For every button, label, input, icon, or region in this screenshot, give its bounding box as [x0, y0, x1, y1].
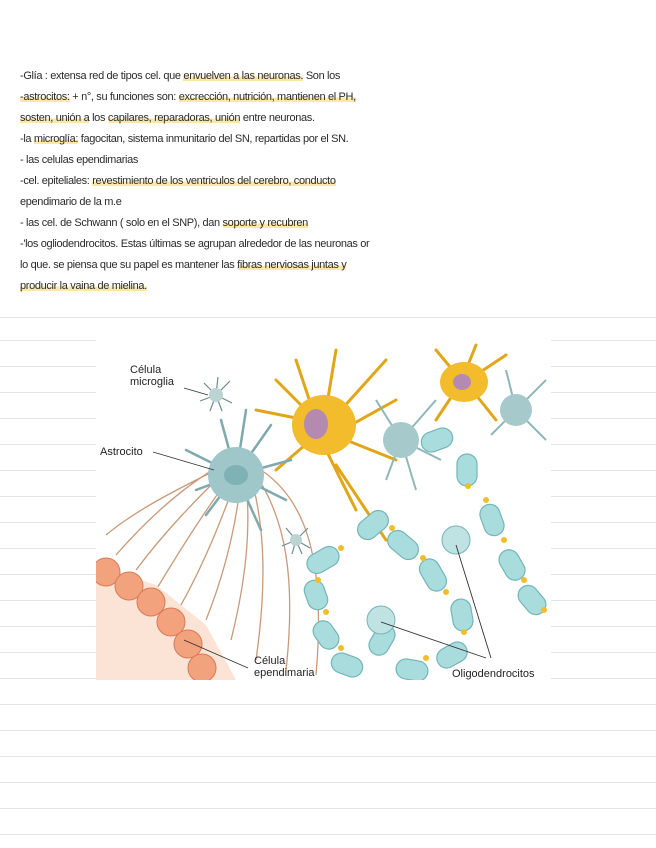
note-text: entre neuronas. — [240, 112, 315, 124]
microglia-body — [290, 534, 302, 546]
microglia-body — [209, 388, 223, 402]
note-line — [20, 234, 440, 255]
note-text: -cel. epiteliales: — [20, 175, 93, 187]
note-text: -la — [20, 133, 34, 145]
highlighted-text: fibras nerviosas juntas y — [237, 259, 347, 271]
label-astrocito: Astrocito — [100, 446, 143, 458]
ependymal-cells — [96, 558, 236, 680]
glia-illustration — [96, 340, 551, 680]
note-line — [20, 192, 440, 213]
astrocyte-nucleus — [224, 465, 248, 485]
note-line — [20, 171, 440, 192]
label-oligodendrocitos: Oligodendrocitos — [452, 668, 535, 680]
note-text: -Glía : extensa red de tipos cel. que — [20, 70, 184, 82]
note-line — [20, 108, 440, 129]
note-line — [20, 255, 440, 276]
highlighted-text: microglía: — [33, 133, 79, 145]
note-text: + n°, su funciones son: — [69, 91, 179, 103]
notes-text-block — [20, 66, 440, 297]
ruled-line — [0, 730, 656, 731]
highlighted-text: soporte y recubren — [222, 217, 308, 229]
note-text: lo que. se piensa que su papel es mantener las — [20, 259, 238, 271]
highlighted-text: -astrocitos: — [20, 91, 70, 103]
note-text: los — [89, 112, 108, 124]
myelin-sheaths — [301, 425, 549, 680]
note-text: Son los — [303, 70, 341, 82]
note-text: - las celulas ependimarias — [20, 154, 139, 166]
note-line — [20, 150, 440, 171]
ruled-line — [0, 704, 656, 705]
label-microglia: Célula microglia — [130, 364, 175, 388]
highlighted-text: producir la vaina de mielina. — [20, 280, 147, 292]
note-text: -'los ogliodendrocitos. Estas últimas se agrupan alrededor de las neuronas or — [20, 238, 370, 250]
highlighted-text: sosten, unión a — [20, 112, 90, 124]
highlighted-text: revestimiento de los ventriculos del cerebro, conducto — [92, 175, 336, 187]
highlighted-text: capilares, reparadoras, unión — [107, 112, 241, 124]
note-line — [20, 213, 440, 234]
note-text: fagocitan, sistema inmunitario del SN, repartidas por el SN. — [78, 133, 349, 145]
ruled-line — [0, 756, 656, 757]
note-line — [20, 66, 440, 87]
note-line — [20, 129, 440, 150]
glia-drawing — [96, 340, 551, 680]
glial-body — [500, 394, 532, 426]
ruled-line — [0, 808, 656, 809]
glial-body — [383, 422, 419, 458]
highlighted-text: excrección, nutrición, mantienen el PH, — [178, 91, 356, 103]
ruled-line — [0, 317, 656, 318]
note-line — [20, 276, 440, 297]
highlighted-text: envuelven a las neuronas. — [183, 70, 304, 82]
note-text: - las cel. de Schwann ( solo en el SNP), dan — [20, 217, 223, 229]
ruled-line — [0, 782, 656, 783]
ruled-line — [0, 834, 656, 835]
label-ependimaria: Célula ependimaria — [254, 655, 315, 679]
note-line — [20, 87, 440, 108]
note-text: ependimario de la m.e — [20, 196, 122, 208]
